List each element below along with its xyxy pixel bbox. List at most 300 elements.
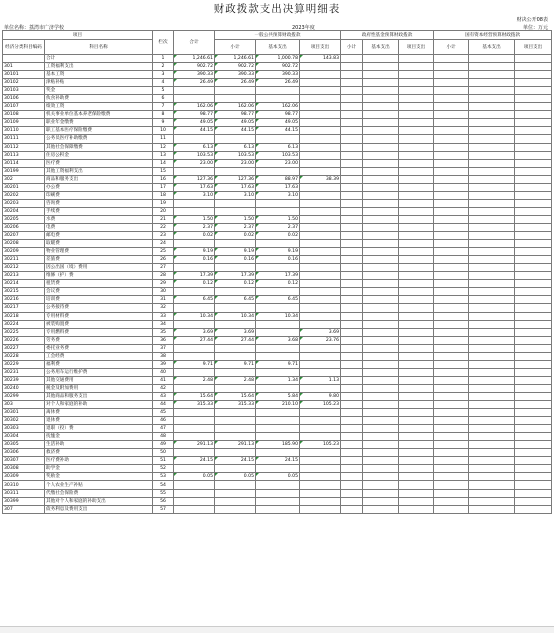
subject-name-cell[interactable]: 印刷费 bbox=[45, 191, 153, 199]
g1-basic-cell[interactable] bbox=[256, 344, 300, 352]
empty-fund-cell[interactable] bbox=[469, 417, 515, 425]
empty-fund-cell[interactable] bbox=[399, 55, 434, 63]
empty-fund-cell[interactable] bbox=[469, 264, 515, 272]
g1-project-cell[interactable] bbox=[300, 71, 341, 79]
total-cell[interactable] bbox=[174, 425, 215, 433]
g1-subtotal-cell[interactable]: 24.15 bbox=[215, 457, 256, 465]
row-no-cell[interactable]: 31 bbox=[153, 296, 174, 304]
g1-project-cell[interactable] bbox=[300, 288, 341, 296]
g1-subtotal-cell[interactable] bbox=[215, 288, 256, 296]
empty-fund-cell[interactable] bbox=[515, 441, 552, 449]
total-cell[interactable]: 9.19 bbox=[174, 248, 215, 256]
subject-name-cell[interactable]: 公务员医疗补助缴费 bbox=[45, 135, 153, 143]
subject-name-cell[interactable]: 劳务费 bbox=[45, 336, 153, 344]
g1-project-cell[interactable] bbox=[300, 457, 341, 465]
g1-basic-cell[interactable] bbox=[256, 489, 300, 497]
empty-fund-cell[interactable] bbox=[341, 344, 363, 352]
empty-fund-cell[interactable] bbox=[469, 409, 515, 417]
g1-basic-cell[interactable] bbox=[256, 417, 300, 425]
empty-fund-cell[interactable] bbox=[363, 352, 399, 360]
g1-project-cell[interactable] bbox=[300, 409, 341, 417]
total-cell[interactable]: 10.34 bbox=[174, 312, 215, 320]
econ-code-cell[interactable]: 30204 bbox=[3, 207, 45, 215]
econ-code-cell[interactable]: 30114 bbox=[3, 159, 45, 167]
empty-fund-cell[interactable] bbox=[434, 320, 469, 328]
empty-fund-cell[interactable] bbox=[399, 360, 434, 368]
empty-fund-cell[interactable] bbox=[341, 336, 363, 344]
subject-name-cell[interactable]: 公务用车运行维护费 bbox=[45, 368, 153, 376]
empty-fund-cell[interactable] bbox=[434, 232, 469, 240]
subject-name-cell[interactable]: 被装购置费 bbox=[45, 320, 153, 328]
econ-code-cell[interactable]: 30214 bbox=[3, 280, 45, 288]
empty-fund-cell[interactable] bbox=[399, 368, 434, 376]
subject-name-cell[interactable]: 邮电费 bbox=[45, 232, 153, 240]
empty-fund-cell[interactable] bbox=[341, 409, 363, 417]
g1-basic-cell[interactable]: 3.68 bbox=[256, 336, 300, 344]
g1-basic-cell[interactable]: 390.33 bbox=[256, 71, 300, 79]
empty-fund-cell[interactable] bbox=[434, 79, 469, 87]
econ-code-cell[interactable]: 30226 bbox=[3, 336, 45, 344]
g1-project-cell[interactable] bbox=[300, 489, 341, 497]
empty-fund-cell[interactable] bbox=[341, 183, 363, 191]
total-cell[interactable]: 127.36 bbox=[174, 175, 215, 183]
econ-code-cell[interactable]: 30109 bbox=[3, 119, 45, 127]
subject-name-cell[interactable]: 其他商品和服务支出 bbox=[45, 392, 153, 400]
subject-name-cell[interactable]: 税金及附加费用 bbox=[45, 384, 153, 392]
subject-name-cell[interactable]: 物业管理费 bbox=[45, 248, 153, 256]
total-cell[interactable]: 15.64 bbox=[174, 392, 215, 400]
subject-name-cell[interactable]: 咨询费 bbox=[45, 199, 153, 207]
g1-subtotal-cell[interactable] bbox=[215, 352, 256, 360]
g1-subtotal-cell[interactable] bbox=[215, 199, 256, 207]
empty-fund-cell[interactable] bbox=[341, 497, 363, 505]
empty-fund-cell[interactable] bbox=[515, 127, 552, 135]
empty-fund-cell[interactable] bbox=[341, 119, 363, 127]
empty-fund-cell[interactable] bbox=[341, 191, 363, 199]
g1-subtotal-cell[interactable]: 127.36 bbox=[215, 175, 256, 183]
row-no-cell[interactable]: 42 bbox=[153, 384, 174, 392]
g1-project-cell[interactable]: 38.39 bbox=[300, 175, 341, 183]
g1-subtotal-cell[interactable]: 6.45 bbox=[215, 296, 256, 304]
empty-fund-cell[interactable] bbox=[399, 167, 434, 175]
subject-name-cell[interactable]: 其他工资福利支出 bbox=[45, 167, 153, 175]
empty-fund-cell[interactable] bbox=[399, 248, 434, 256]
g1-project-cell[interactable] bbox=[300, 199, 341, 207]
total-cell[interactable]: 27.44 bbox=[174, 336, 215, 344]
g1-basic-cell[interactable]: 23.00 bbox=[256, 159, 300, 167]
empty-fund-cell[interactable] bbox=[363, 368, 399, 376]
empty-fund-cell[interactable] bbox=[399, 175, 434, 183]
g1-project-cell[interactable]: 23.76 bbox=[300, 336, 341, 344]
empty-fund-cell[interactable] bbox=[363, 183, 399, 191]
empty-fund-cell[interactable] bbox=[363, 272, 399, 280]
empty-fund-cell[interactable] bbox=[341, 505, 363, 513]
g1-project-cell[interactable]: 3.69 bbox=[300, 328, 341, 336]
total-cell[interactable] bbox=[174, 417, 215, 425]
total-cell[interactable] bbox=[174, 481, 215, 489]
total-cell[interactable]: 103.53 bbox=[174, 151, 215, 159]
g1-basic-cell[interactable] bbox=[256, 384, 300, 392]
empty-fund-cell[interactable] bbox=[399, 344, 434, 352]
g1-subtotal-cell[interactable] bbox=[215, 409, 256, 417]
total-cell[interactable]: 315.33 bbox=[174, 401, 215, 409]
empty-fund-cell[interactable] bbox=[363, 336, 399, 344]
empty-fund-cell[interactable] bbox=[469, 248, 515, 256]
subject-name-cell[interactable]: 工资福利支出 bbox=[45, 63, 153, 71]
g1-subtotal-cell[interactable]: 17.39 bbox=[215, 272, 256, 280]
subject-name-cell[interactable]: 因公出国（境）费用 bbox=[45, 264, 153, 272]
row-no-cell[interactable]: 2 bbox=[153, 63, 174, 71]
empty-fund-cell[interactable] bbox=[363, 191, 399, 199]
g1-subtotal-cell[interactable] bbox=[215, 207, 256, 215]
g1-basic-cell[interactable] bbox=[256, 304, 300, 312]
row-no-cell[interactable]: 16 bbox=[153, 175, 174, 183]
subject-name-cell[interactable]: 会议费 bbox=[45, 288, 153, 296]
empty-fund-cell[interactable] bbox=[341, 127, 363, 135]
empty-fund-cell[interactable] bbox=[363, 280, 399, 288]
empty-fund-cell[interactable] bbox=[341, 288, 363, 296]
total-cell[interactable]: 26.49 bbox=[174, 79, 215, 87]
g1-project-cell[interactable] bbox=[300, 417, 341, 425]
g1-subtotal-cell[interactable] bbox=[215, 87, 256, 95]
empty-fund-cell[interactable] bbox=[434, 248, 469, 256]
empty-fund-cell[interactable] bbox=[469, 87, 515, 95]
empty-fund-cell[interactable] bbox=[341, 465, 363, 473]
g1-basic-cell[interactable]: 5.84 bbox=[256, 392, 300, 400]
empty-fund-cell[interactable] bbox=[341, 199, 363, 207]
subject-name-cell[interactable]: 抚恤金 bbox=[45, 433, 153, 441]
econ-code-cell[interactable]: 30229 bbox=[3, 360, 45, 368]
empty-fund-cell[interactable] bbox=[469, 103, 515, 111]
g1-basic-cell[interactable] bbox=[256, 505, 300, 513]
empty-fund-cell[interactable] bbox=[363, 392, 399, 400]
empty-fund-cell[interactable] bbox=[363, 344, 399, 352]
g1-subtotal-cell[interactable]: 1,246.61 bbox=[215, 55, 256, 63]
empty-fund-cell[interactable] bbox=[515, 392, 552, 400]
empty-fund-cell[interactable] bbox=[515, 409, 552, 417]
g1-subtotal-cell[interactable]: 2.37 bbox=[215, 223, 256, 231]
empty-fund-cell[interactable] bbox=[363, 360, 399, 368]
row-no-cell[interactable]: 30 bbox=[153, 288, 174, 296]
empty-fund-cell[interactable] bbox=[363, 433, 399, 441]
empty-fund-cell[interactable] bbox=[341, 457, 363, 465]
empty-fund-cell[interactable] bbox=[515, 248, 552, 256]
empty-fund-cell[interactable] bbox=[469, 280, 515, 288]
empty-fund-cell[interactable] bbox=[341, 79, 363, 87]
empty-fund-cell[interactable] bbox=[399, 264, 434, 272]
empty-fund-cell[interactable] bbox=[434, 119, 469, 127]
g1-subtotal-cell[interactable]: 315.33 bbox=[215, 401, 256, 409]
g1-subtotal-cell[interactable] bbox=[215, 489, 256, 497]
empty-fund-cell[interactable] bbox=[399, 320, 434, 328]
g1-basic-cell[interactable] bbox=[256, 288, 300, 296]
empty-fund-cell[interactable] bbox=[515, 175, 552, 183]
total-cell[interactable]: 17.63 bbox=[174, 183, 215, 191]
empty-fund-cell[interactable] bbox=[469, 441, 515, 449]
empty-fund-cell[interactable] bbox=[434, 344, 469, 352]
g1-project-cell[interactable] bbox=[300, 191, 341, 199]
g1-subtotal-cell[interactable] bbox=[215, 449, 256, 457]
empty-fund-cell[interactable] bbox=[399, 376, 434, 384]
econ-code-cell[interactable]: 30304 bbox=[3, 433, 45, 441]
empty-fund-cell[interactable] bbox=[399, 232, 434, 240]
empty-fund-cell[interactable] bbox=[515, 497, 552, 505]
subject-name-cell[interactable]: 手续费 bbox=[45, 207, 153, 215]
empty-fund-cell[interactable] bbox=[434, 336, 469, 344]
empty-fund-cell[interactable] bbox=[469, 288, 515, 296]
subject-name-cell[interactable]: 对个人和家庭的补助 bbox=[45, 401, 153, 409]
empty-fund-cell[interactable] bbox=[515, 167, 552, 175]
empty-fund-cell[interactable] bbox=[363, 296, 399, 304]
empty-fund-cell[interactable] bbox=[399, 352, 434, 360]
empty-fund-cell[interactable] bbox=[515, 376, 552, 384]
subject-name-cell[interactable]: 个人农业生产补贴 bbox=[45, 481, 153, 489]
empty-fund-cell[interactable] bbox=[469, 376, 515, 384]
empty-fund-cell[interactable] bbox=[363, 103, 399, 111]
g1-basic-cell[interactable]: 1.34 bbox=[256, 376, 300, 384]
g1-project-cell[interactable] bbox=[300, 79, 341, 87]
econ-code-cell[interactable]: 30228 bbox=[3, 352, 45, 360]
row-no-cell[interactable]: 3 bbox=[153, 71, 174, 79]
total-cell[interactable] bbox=[174, 344, 215, 352]
subject-name-cell[interactable]: 专用材料费 bbox=[45, 312, 153, 320]
g1-subtotal-cell[interactable]: 6.13 bbox=[215, 143, 256, 151]
row-no-cell[interactable]: 47 bbox=[153, 425, 174, 433]
total-cell[interactable] bbox=[174, 199, 215, 207]
empty-fund-cell[interactable] bbox=[434, 288, 469, 296]
empty-fund-cell[interactable] bbox=[363, 328, 399, 336]
empty-fund-cell[interactable] bbox=[363, 232, 399, 240]
row-no-cell[interactable]: 5 bbox=[153, 87, 174, 95]
subject-name-cell[interactable]: 离休费 bbox=[45, 409, 153, 417]
g1-project-cell[interactable] bbox=[300, 433, 341, 441]
empty-fund-cell[interactable] bbox=[399, 433, 434, 441]
econ-code-cell[interactable]: 30227 bbox=[3, 344, 45, 352]
g1-subtotal-cell[interactable]: 9.71 bbox=[215, 360, 256, 368]
empty-fund-cell[interactable] bbox=[363, 465, 399, 473]
total-cell[interactable]: 3.10 bbox=[174, 191, 215, 199]
g1-project-cell[interactable] bbox=[300, 256, 341, 264]
empty-fund-cell[interactable] bbox=[434, 111, 469, 119]
empty-fund-cell[interactable] bbox=[341, 328, 363, 336]
econ-code-cell[interactable]: 30240 bbox=[3, 384, 45, 392]
total-cell[interactable]: 902.72 bbox=[174, 63, 215, 71]
g1-basic-cell[interactable] bbox=[256, 167, 300, 175]
empty-fund-cell[interactable] bbox=[399, 256, 434, 264]
empty-fund-cell[interactable] bbox=[469, 312, 515, 320]
total-cell[interactable] bbox=[174, 352, 215, 360]
empty-fund-cell[interactable] bbox=[341, 240, 363, 248]
total-cell[interactable]: 390.33 bbox=[174, 71, 215, 79]
empty-fund-cell[interactable] bbox=[515, 207, 552, 215]
row-no-cell[interactable]: 50 bbox=[153, 449, 174, 457]
empty-fund-cell[interactable] bbox=[341, 143, 363, 151]
empty-fund-cell[interactable] bbox=[469, 304, 515, 312]
empty-fund-cell[interactable] bbox=[399, 119, 434, 127]
empty-fund-cell[interactable] bbox=[469, 223, 515, 231]
total-cell[interactable] bbox=[174, 264, 215, 272]
row-no-cell[interactable]: 22 bbox=[153, 223, 174, 231]
total-cell[interactable]: 23.00 bbox=[174, 159, 215, 167]
row-no-cell[interactable]: 46 bbox=[153, 417, 174, 425]
g1-basic-cell[interactable]: 98.77 bbox=[256, 111, 300, 119]
g1-project-cell[interactable] bbox=[300, 135, 341, 143]
g1-subtotal-cell[interactable]: 26.49 bbox=[215, 79, 256, 87]
empty-fund-cell[interactable] bbox=[515, 288, 552, 296]
empty-fund-cell[interactable] bbox=[363, 199, 399, 207]
g1-subtotal-cell[interactable] bbox=[215, 304, 256, 312]
empty-fund-cell[interactable] bbox=[434, 433, 469, 441]
subject-name-cell[interactable]: 住房公积金 bbox=[45, 151, 153, 159]
g1-basic-cell[interactable]: 3.10 bbox=[256, 191, 300, 199]
empty-fund-cell[interactable] bbox=[399, 409, 434, 417]
econ-code-cell[interactable]: 30299 bbox=[3, 392, 45, 400]
empty-fund-cell[interactable] bbox=[469, 167, 515, 175]
empty-fund-cell[interactable] bbox=[434, 328, 469, 336]
g1-basic-cell[interactable]: 9.19 bbox=[256, 248, 300, 256]
subject-name-cell[interactable]: 培训费 bbox=[45, 296, 153, 304]
empty-fund-cell[interactable] bbox=[399, 199, 434, 207]
empty-fund-cell[interactable] bbox=[469, 215, 515, 223]
empty-fund-cell[interactable] bbox=[515, 417, 552, 425]
empty-fund-cell[interactable] bbox=[515, 336, 552, 344]
empty-fund-cell[interactable] bbox=[434, 256, 469, 264]
econ-code-cell[interactable]: 30202 bbox=[3, 191, 45, 199]
empty-fund-cell[interactable] bbox=[469, 457, 515, 465]
row-no-cell[interactable]: 10 bbox=[153, 127, 174, 135]
empty-fund-cell[interactable] bbox=[341, 376, 363, 384]
econ-code-cell[interactable]: 30307 bbox=[3, 457, 45, 465]
total-cell[interactable] bbox=[174, 433, 215, 441]
econ-code-cell[interactable]: 30206 bbox=[3, 223, 45, 231]
econ-code-cell[interactable]: 30308 bbox=[3, 465, 45, 473]
g1-project-cell[interactable] bbox=[300, 497, 341, 505]
subject-name-cell[interactable]: 助学金 bbox=[45, 465, 153, 473]
g1-basic-cell[interactable] bbox=[256, 240, 300, 248]
empty-fund-cell[interactable] bbox=[515, 264, 552, 272]
empty-fund-cell[interactable] bbox=[469, 344, 515, 352]
empty-fund-cell[interactable] bbox=[399, 296, 434, 304]
g1-subtotal-cell[interactable]: 10.34 bbox=[215, 312, 256, 320]
empty-fund-cell[interactable] bbox=[399, 392, 434, 400]
empty-fund-cell[interactable] bbox=[363, 223, 399, 231]
econ-code-cell[interactable]: 30231 bbox=[3, 368, 45, 376]
empty-fund-cell[interactable] bbox=[434, 465, 469, 473]
empty-fund-cell[interactable] bbox=[399, 151, 434, 159]
empty-fund-cell[interactable] bbox=[515, 489, 552, 497]
empty-fund-cell[interactable] bbox=[399, 384, 434, 392]
row-no-cell[interactable]: 45 bbox=[153, 409, 174, 417]
total-cell[interactable] bbox=[174, 167, 215, 175]
empty-fund-cell[interactable] bbox=[399, 143, 434, 151]
empty-fund-cell[interactable] bbox=[515, 312, 552, 320]
g1-basic-cell[interactable]: 6.13 bbox=[256, 143, 300, 151]
empty-fund-cell[interactable] bbox=[434, 473, 469, 481]
empty-fund-cell[interactable] bbox=[515, 103, 552, 111]
row-no-cell[interactable]: 7 bbox=[153, 103, 174, 111]
empty-fund-cell[interactable] bbox=[434, 103, 469, 111]
g1-project-cell[interactable] bbox=[300, 215, 341, 223]
empty-fund-cell[interactable] bbox=[363, 409, 399, 417]
empty-fund-cell[interactable] bbox=[399, 280, 434, 288]
g1-project-cell[interactable] bbox=[300, 481, 341, 489]
subject-name-cell[interactable]: 绩效工资 bbox=[45, 103, 153, 111]
g1-subtotal-cell[interactable] bbox=[215, 497, 256, 505]
empty-fund-cell[interactable] bbox=[515, 111, 552, 119]
empty-fund-cell[interactable] bbox=[341, 392, 363, 400]
row-no-cell[interactable]: 27 bbox=[153, 264, 174, 272]
empty-fund-cell[interactable] bbox=[469, 449, 515, 457]
total-cell[interactable] bbox=[174, 87, 215, 95]
econ-code-cell[interactable]: 30224 bbox=[3, 320, 45, 328]
g1-subtotal-cell[interactable]: 3.10 bbox=[215, 191, 256, 199]
row-no-cell[interactable]: 4 bbox=[153, 79, 174, 87]
empty-fund-cell[interactable] bbox=[341, 248, 363, 256]
g1-basic-cell[interactable]: 17.63 bbox=[256, 183, 300, 191]
g1-basic-cell[interactable] bbox=[256, 433, 300, 441]
empty-fund-cell[interactable] bbox=[399, 465, 434, 473]
empty-fund-cell[interactable] bbox=[469, 55, 515, 63]
empty-fund-cell[interactable] bbox=[515, 215, 552, 223]
total-cell[interactable] bbox=[174, 320, 215, 328]
row-no-cell[interactable]: 43 bbox=[153, 392, 174, 400]
empty-fund-cell[interactable] bbox=[399, 473, 434, 481]
empty-fund-cell[interactable] bbox=[363, 417, 399, 425]
empty-fund-cell[interactable] bbox=[363, 127, 399, 135]
empty-fund-cell[interactable] bbox=[363, 489, 399, 497]
empty-fund-cell[interactable] bbox=[434, 401, 469, 409]
empty-fund-cell[interactable] bbox=[341, 489, 363, 497]
empty-fund-cell[interactable] bbox=[363, 449, 399, 457]
subject-name-cell[interactable]: 医疗费补助 bbox=[45, 457, 153, 465]
g1-basic-cell[interactable] bbox=[256, 207, 300, 215]
empty-fund-cell[interactable] bbox=[515, 505, 552, 513]
econ-code-cell[interactable]: 30399 bbox=[3, 497, 45, 505]
g1-project-cell[interactable]: 9.80 bbox=[300, 392, 341, 400]
subject-name-cell[interactable]: 商品和服务支出 bbox=[45, 175, 153, 183]
empty-fund-cell[interactable] bbox=[469, 151, 515, 159]
total-cell[interactable]: 1.50 bbox=[174, 215, 215, 223]
empty-fund-cell[interactable] bbox=[363, 248, 399, 256]
empty-fund-cell[interactable] bbox=[399, 489, 434, 497]
row-no-cell[interactable]: 28 bbox=[153, 272, 174, 280]
empty-fund-cell[interactable] bbox=[515, 360, 552, 368]
econ-code-cell[interactable]: 303 bbox=[3, 401, 45, 409]
empty-fund-cell[interactable] bbox=[469, 256, 515, 264]
row-no-cell[interactable]: 19 bbox=[153, 199, 174, 207]
total-cell[interactable]: 49.05 bbox=[174, 119, 215, 127]
total-cell[interactable] bbox=[174, 368, 215, 376]
empty-fund-cell[interactable] bbox=[434, 95, 469, 103]
row-no-cell[interactable]: 26 bbox=[153, 256, 174, 264]
subject-name-cell[interactable]: 电费 bbox=[45, 223, 153, 231]
g1-subtotal-cell[interactable]: 291.13 bbox=[215, 441, 256, 449]
empty-fund-cell[interactable] bbox=[515, 240, 552, 248]
g1-project-cell[interactable] bbox=[300, 111, 341, 119]
empty-fund-cell[interactable] bbox=[515, 352, 552, 360]
row-no-cell[interactable]: 41 bbox=[153, 376, 174, 384]
subject-name-cell[interactable]: 办公费 bbox=[45, 183, 153, 191]
empty-fund-cell[interactable] bbox=[363, 119, 399, 127]
empty-fund-cell[interactable] bbox=[399, 288, 434, 296]
empty-fund-cell[interactable] bbox=[399, 481, 434, 489]
empty-fund-cell[interactable] bbox=[469, 135, 515, 143]
row-no-cell[interactable]: 49 bbox=[153, 441, 174, 449]
empty-fund-cell[interactable] bbox=[469, 392, 515, 400]
total-cell[interactable] bbox=[174, 449, 215, 457]
empty-fund-cell[interactable] bbox=[341, 433, 363, 441]
g1-basic-cell[interactable]: 0.16 bbox=[256, 256, 300, 264]
